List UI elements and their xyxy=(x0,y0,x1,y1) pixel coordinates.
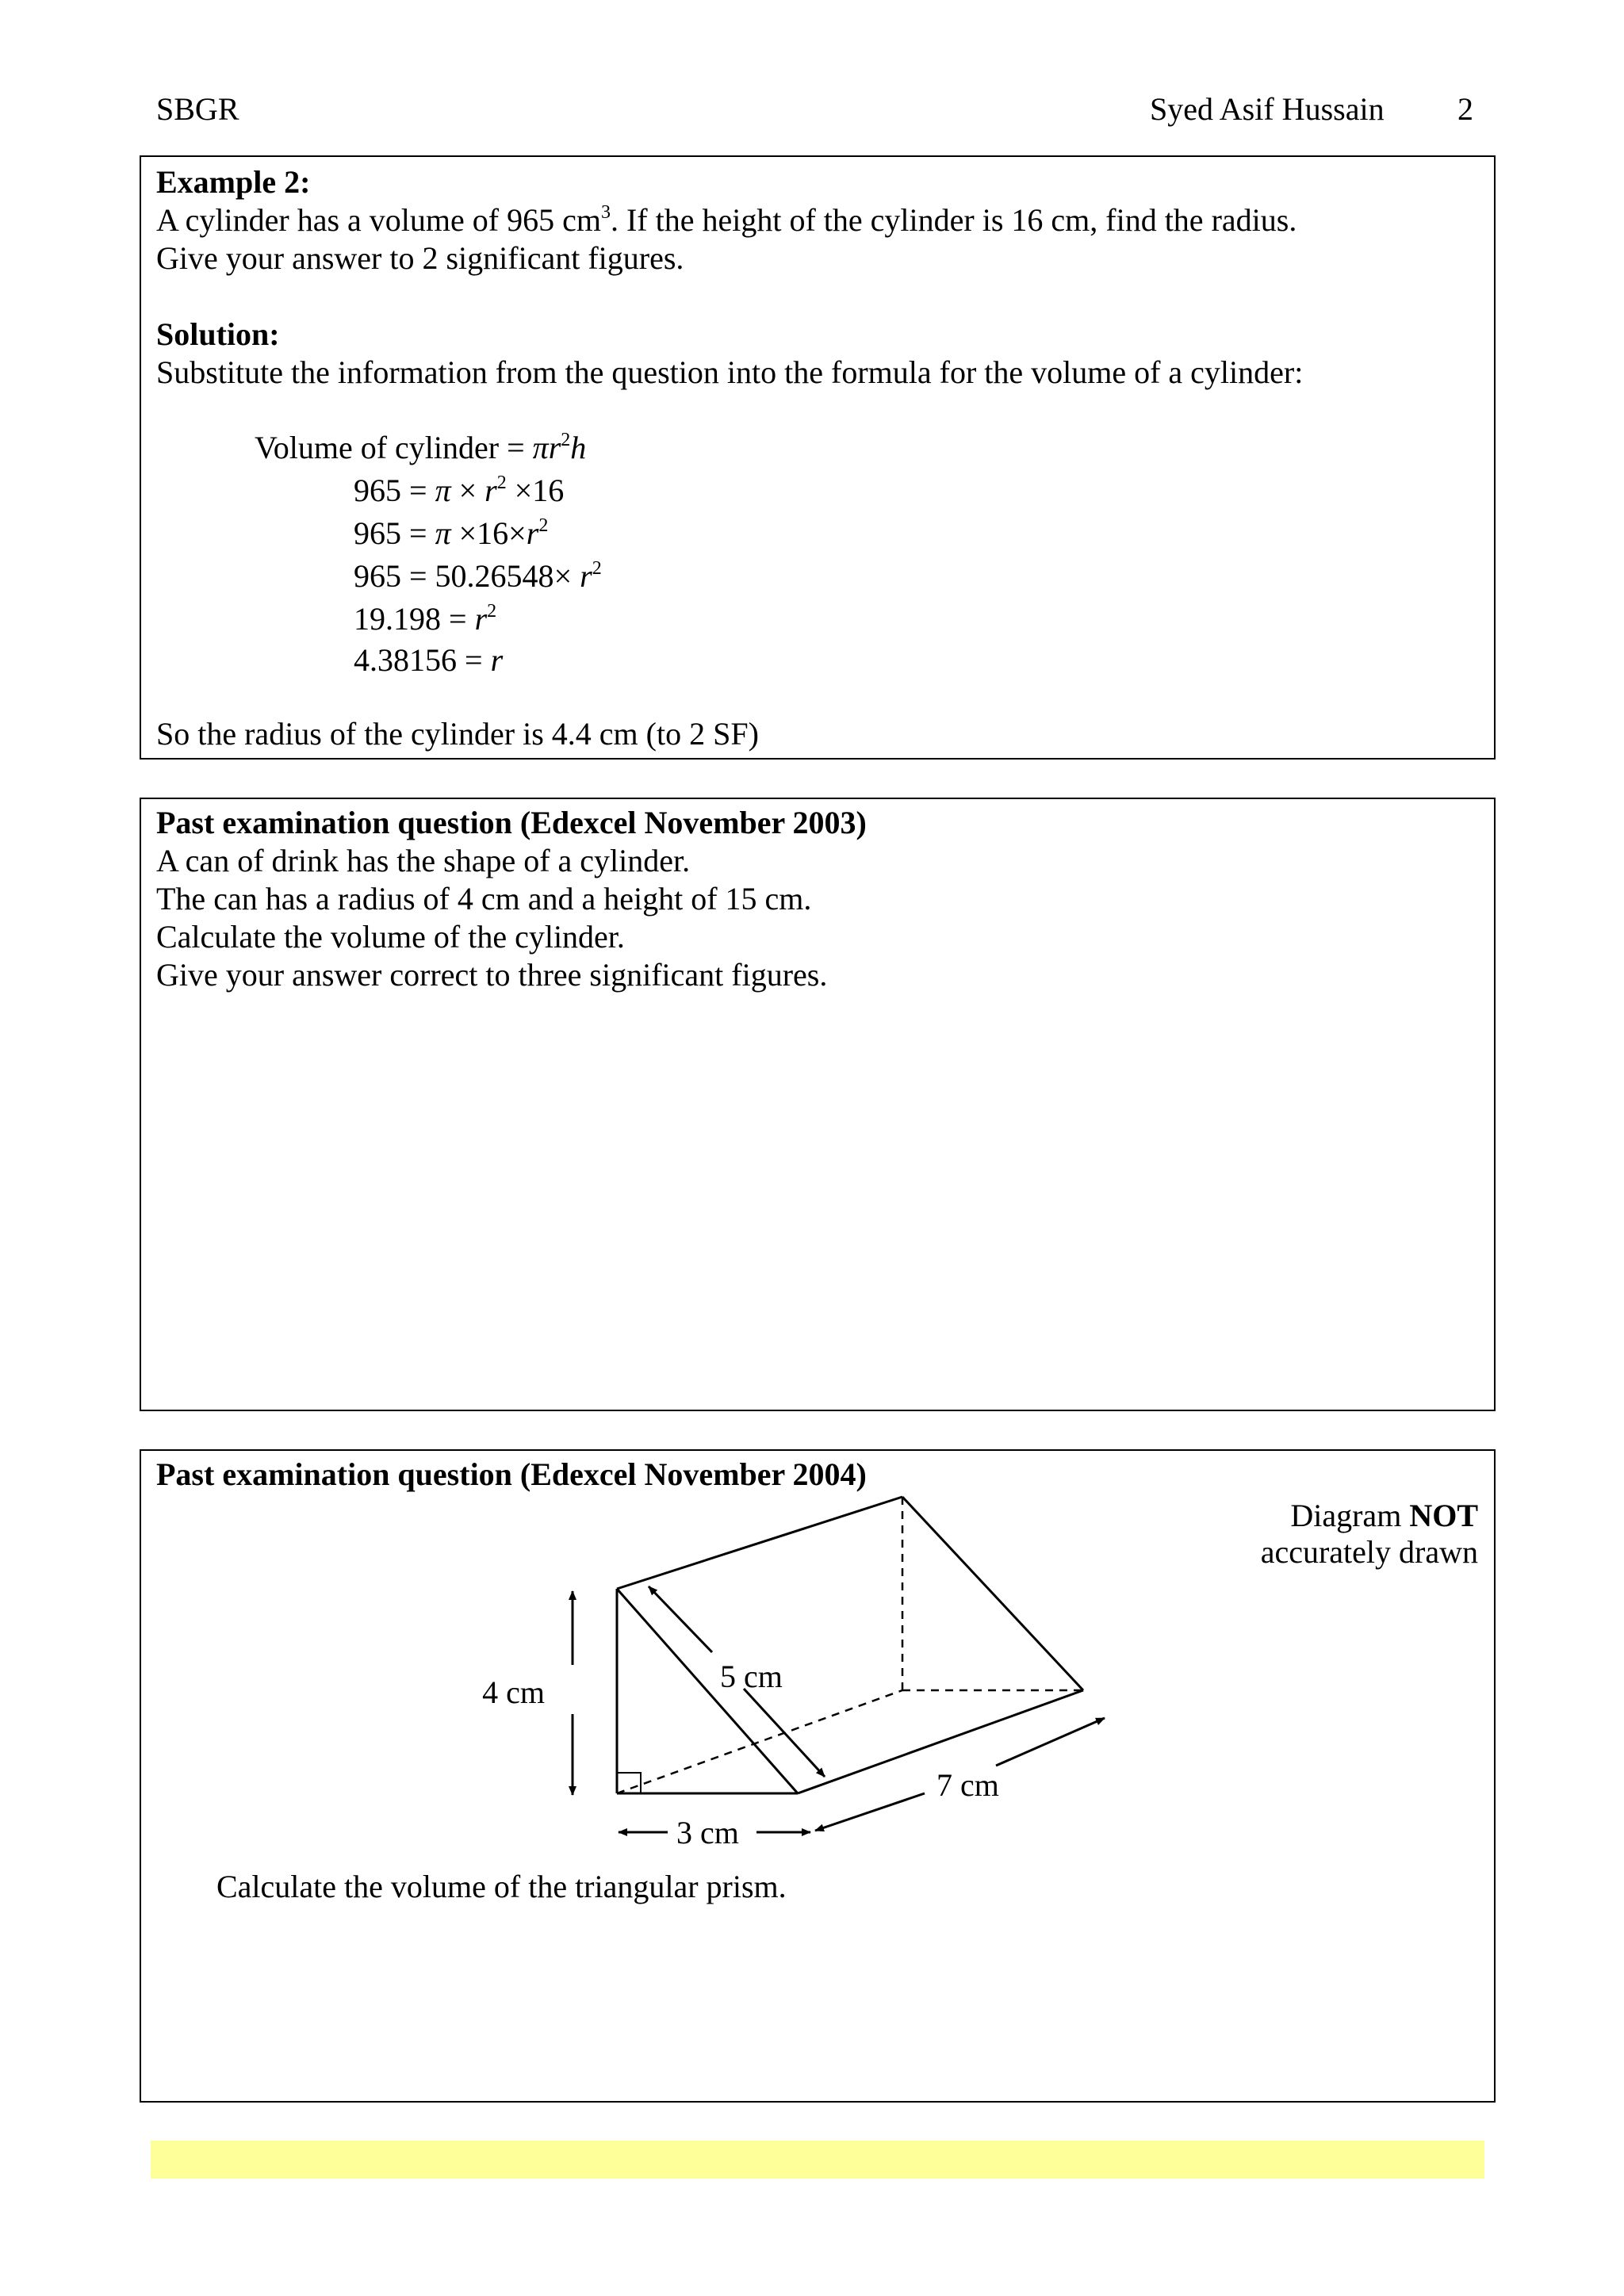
q2003-line-4: Give your answer correct to three significant figures. xyxy=(156,957,828,993)
q2003-line-1: A can of drink has the shape of a cylinder. xyxy=(156,843,691,878)
step-line-3: $965 = 50.26548\times r^2$ xyxy=(354,557,602,594)
step-line-2: $965 = \pi \times 16\times r^2$ xyxy=(354,515,549,551)
right-angle-marker xyxy=(617,1773,641,1793)
hyp-dimension-arrow xyxy=(744,1689,825,1777)
q2003-line-3: Calculate the volume of the cylinder. xyxy=(156,919,625,955)
length-label: 7 cm xyxy=(936,1767,999,1803)
prism-edge xyxy=(617,1497,902,1589)
example-question-line1: A cylinder has a volume of 965 $cm^3$. If the height of the cylinder is 16 cm, find the radius. xyxy=(156,201,1297,238)
solution-intro: Substitute the information from the question into the formula for the volume of a cylinder: xyxy=(156,354,1304,390)
prism-edge xyxy=(902,1497,1083,1690)
diagram-note-line2: accurately drawn xyxy=(1260,1534,1478,1570)
length-dimension-arrow xyxy=(815,1793,925,1831)
step-line-1: $965 = \pi \times r^2 \times 16$ xyxy=(354,472,565,508)
q2003-line-2: The can has a radius of 4 cm and a height of 15 cm. xyxy=(156,881,812,916)
formula-line: Volume of cylinder = $\pi r^2h$ xyxy=(255,429,587,465)
step-line-4: $19.198 = r^2$ xyxy=(354,600,497,637)
highlight-bar xyxy=(151,2141,1484,2179)
example-title: Example 2: xyxy=(156,164,311,200)
diagram-note-line1: Diagram NOT xyxy=(1290,1498,1478,1533)
length-dimension-arrow xyxy=(996,1718,1105,1766)
example-conclusion: So the radius of the cylinder is 4.4 cm (to 2 SF) xyxy=(156,716,759,752)
height-label: 4 cm xyxy=(482,1674,545,1710)
q2004-prompt: Calculate the volume of the triangular prism. xyxy=(216,1869,787,1904)
solution-title: Solution: xyxy=(156,316,280,352)
base-label: 3 cm xyxy=(676,1815,739,1850)
page-number: 2 xyxy=(1457,91,1473,127)
header-author: Syed Asif Hussain xyxy=(1150,91,1385,127)
header-school: SBGR xyxy=(156,91,239,127)
hyp-label: 5 cm xyxy=(720,1659,783,1694)
q2003-title: Past examination question (Edexcel November 2003) xyxy=(156,805,867,840)
hyp-dimension-arrow xyxy=(649,1586,712,1652)
step-line-5: 4.38156 = r xyxy=(354,642,504,678)
q2004-title: Past examination question (Edexcel November 2004) xyxy=(156,1456,867,1492)
example-question-line2: Give your answer to 2 significant figures. xyxy=(156,240,684,276)
